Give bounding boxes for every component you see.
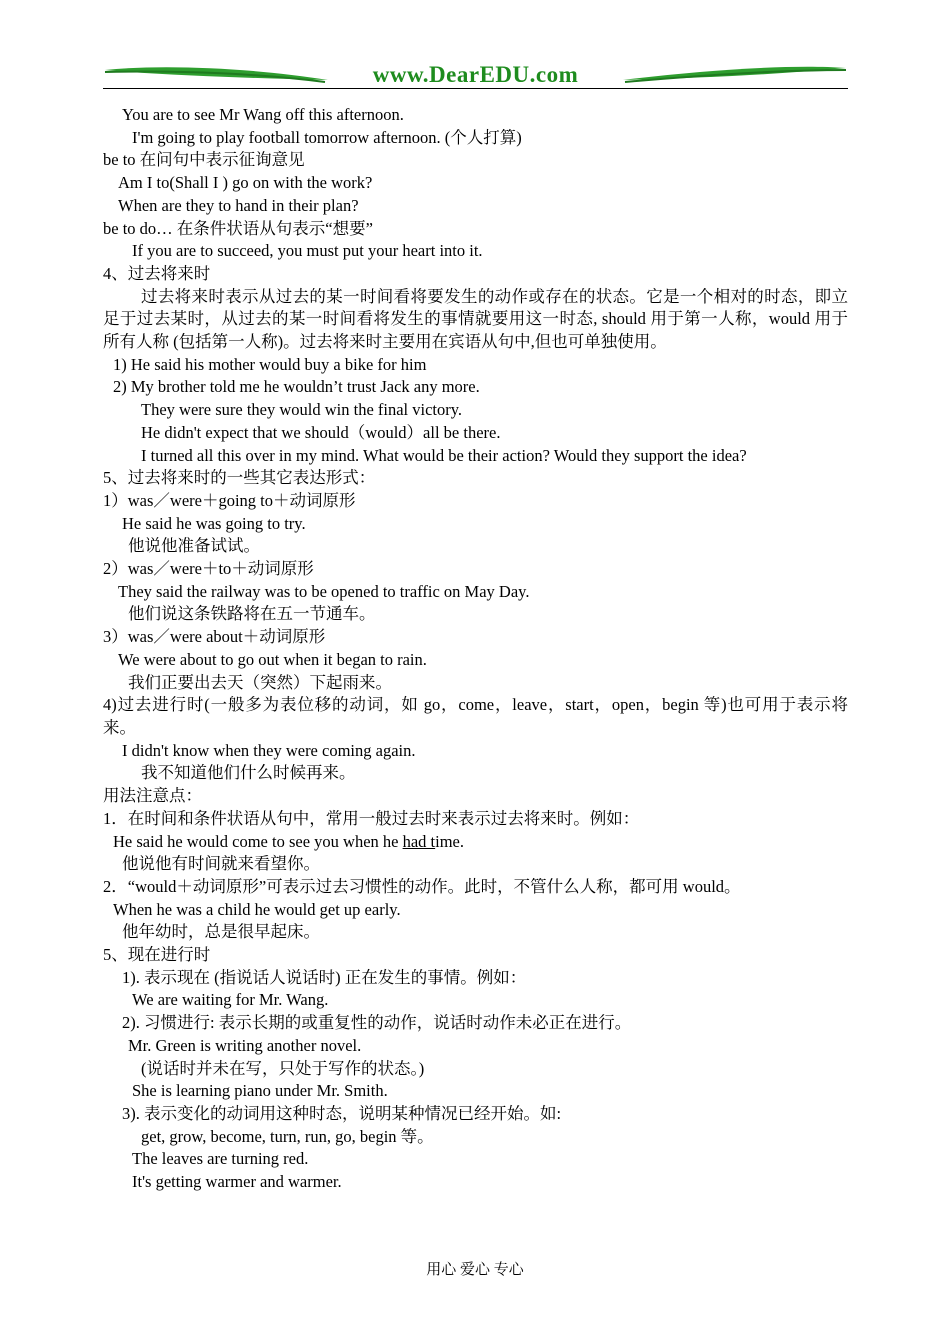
- text-line: [103, 831, 848, 854]
- text-line: be to 在问句中表示征询意见: [103, 150, 305, 170]
- text-line: We were about to go out when it began to rain.: [118, 649, 427, 669]
- site-logo: www.DearEDU.com: [372, 62, 579, 87]
- text-line: It's getting warmer and warmer.: [132, 1172, 342, 1192]
- text-line: You are to see Mr Wang off this afternoon.: [122, 105, 404, 124]
- header-rule: [103, 88, 848, 89]
- text-line: 他们说这条铁路将在五一节通车。: [128, 604, 376, 624]
- text-line: The leaves are turning red.: [132, 1149, 309, 1169]
- text-line: We are waiting for Mr. Wang.: [132, 990, 329, 1010]
- text-line: He didn't expect that we should（would）all be there.: [141, 422, 501, 442]
- underlined-text: had t: [402, 831, 436, 851]
- text-line: 1) He said his mother would buy a bike for him: [113, 354, 427, 374]
- text-line: Am I to(Shall I ) go on with the work?: [118, 173, 373, 193]
- section-heading: 4、过去将来时: [103, 263, 211, 283]
- document-body: [103, 104, 848, 1194]
- text-line: I turned all this over in my mind. What would be their action? Would they support the idea?: [141, 445, 747, 465]
- text-line: 他说他准备试试。: [128, 536, 260, 556]
- text-line: 1）was／were＋going to＋动词原形: [103, 490, 356, 510]
- text-line: get, grow, become, turn, run, go, begin 等。: [141, 1126, 434, 1146]
- text-line: 他年幼时，总是很早起床。: [122, 922, 320, 942]
- paragraph: 4)过去进行时(一般多为表位移的动词，如 go，come，leave，start，open，begin 等)也可用于表示将来。: [103, 695, 848, 737]
- text-line: When he was a child he would get up early.: [113, 899, 401, 919]
- text-line: I'm going to play football tomorrow afternoon. (个人打算): [132, 127, 522, 147]
- text-line: 2) My brother told me he wouldn’t trust Jack any more.: [113, 377, 480, 397]
- text-line: 1．在时间和条件状语从句中，常用一般过去时来表示过去将来时。例如：: [103, 808, 640, 828]
- header-banner: [103, 58, 848, 92]
- text-line: 2）was／were＋to＋动词原形: [103, 559, 314, 579]
- text-line: 2). 习惯进行: 表示长期的或重复性的动作，说话时动作未必正在进行。: [122, 1013, 632, 1033]
- text-line: (说话时并未在写，只处于写作的状态。): [141, 1058, 425, 1078]
- text-span: ime.: [435, 831, 465, 851]
- page-footer: 用心 爱心 专心: [426, 1262, 524, 1278]
- section-heading: 5、现在进行时: [103, 945, 211, 965]
- text-line: 2．“would＋动词原形”可表示过去习惯性的动作。此时，不管什么人称，都可用 would。: [103, 876, 741, 896]
- text-line: I didn't know when they were coming again.: [122, 740, 416, 760]
- text-line: She is learning piano under Mr. Smith.: [132, 1081, 388, 1101]
- text-line: They were sure they would win the final victory.: [141, 400, 463, 420]
- paragraph: 过去将来时表示从过去的某一时间看将要发生的动作或存在的状态。它是一个相对的时态，即立足于过去某时，从过去的某一时间看将发生的事情就要用这一时态, should 用于第一人称，would 用于所有人称 (包括第一人称)。过去将来时主要用在宾语从句中,但也可单独使用。: [103, 286, 848, 352]
- text-line: 3）was／were about＋动词原形: [103, 627, 326, 647]
- text-line: Mr. Green is writing another novel.: [128, 1035, 362, 1055]
- text-line: 我不知道他们什么时候再来。: [141, 763, 356, 783]
- text-line: He said he was going to try.: [122, 513, 306, 533]
- text-span: He said he would come to see you when he: [113, 831, 403, 851]
- text-line: 他说他有时间就来看望你。: [122, 854, 320, 874]
- text-line: If you are to succeed, you must put your heart into it.: [132, 241, 483, 261]
- section-heading: 5、过去将来时的一些其它表达形式：: [103, 468, 376, 488]
- text-line: 3). 表示变化的动词用这种时态，说明某种情况已经开始。如:: [122, 1103, 562, 1123]
- text-line: 我们正要出去天（突然）下起雨来。: [128, 672, 392, 692]
- section-heading: 用法注意点：: [103, 786, 202, 806]
- text-line: They said the railway was to be opened to traffic on May Day.: [118, 581, 530, 601]
- text-line: When are they to hand in their plan?: [118, 195, 359, 215]
- text-line: be to do… 在条件状语从句表示“想要”: [103, 218, 373, 238]
- text-line: 1). 表示现在 (指说话人说话时) 正在发生的事情。例如：: [122, 967, 527, 987]
